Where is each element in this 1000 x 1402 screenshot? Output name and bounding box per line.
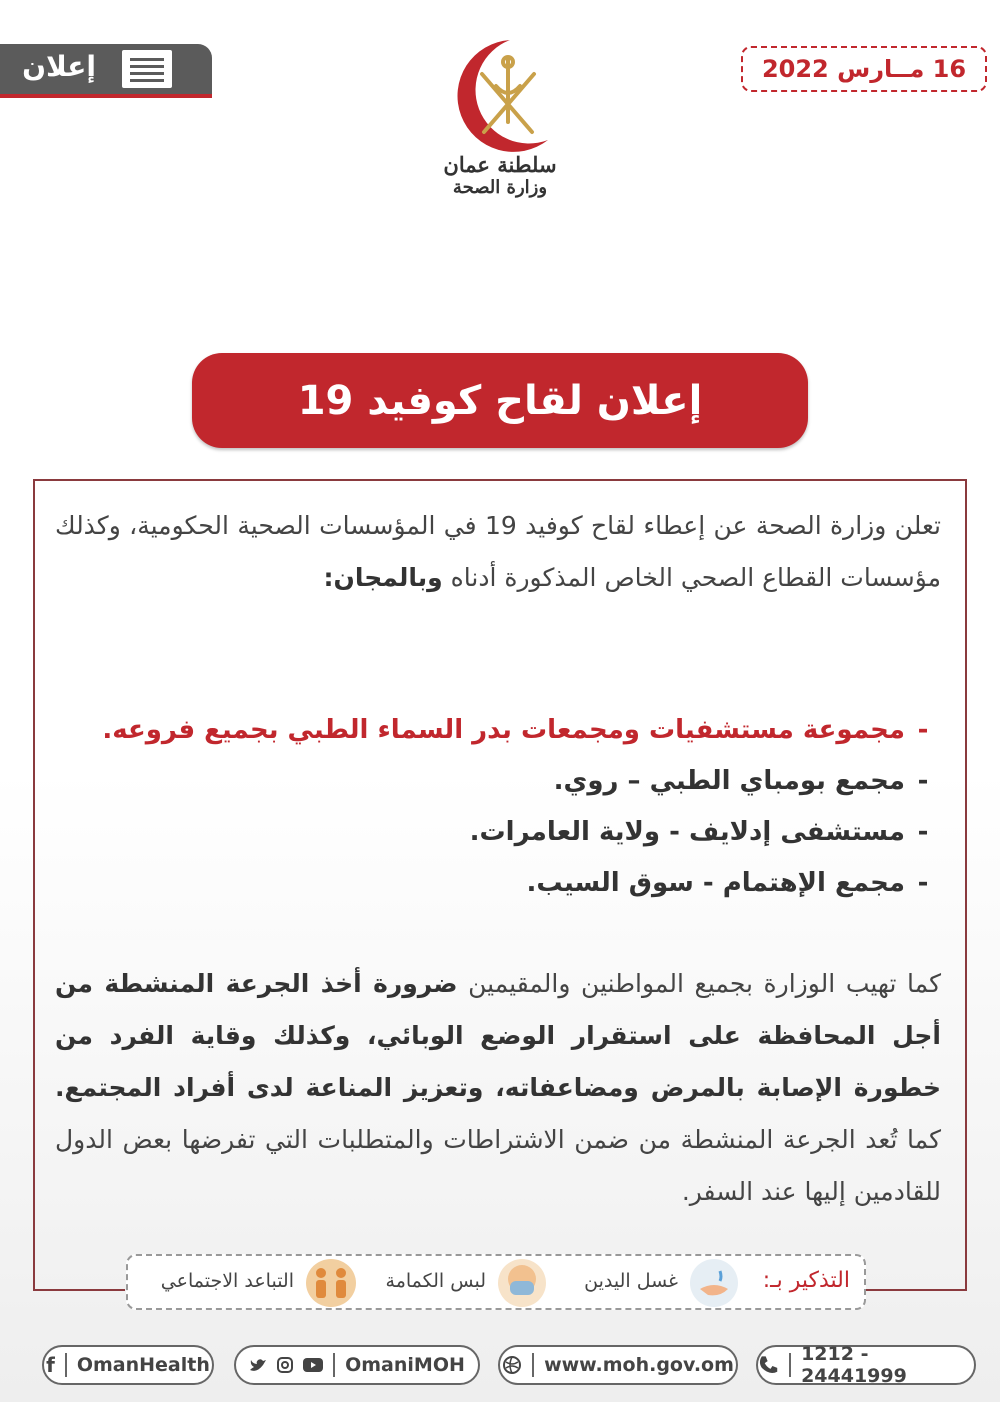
social-distancing-icon — [306, 1259, 356, 1307]
list-item: -مجموعة مستشفيات ومجمعات بدر السماء الطبي بجميع فروعه. — [102, 715, 929, 745]
globe-icon — [502, 1355, 522, 1375]
list-item: -مجمع بومباي الطبي – روي. — [553, 766, 929, 796]
reminder-box — [126, 1254, 866, 1310]
face-mask-icon — [498, 1259, 546, 1307]
reminder-item-mask: لبس الكمامة — [385, 1270, 486, 1292]
intro-bold: وبالمجان: — [323, 563, 443, 592]
frame-bottom-left — [33, 1289, 125, 1291]
date-badge: 16 مــارس 2022 — [741, 46, 987, 92]
twitter-icon[interactable] — [249, 1357, 267, 1373]
note-bold: ضرورة أخذ الجرعة المنشطة من أجل المحافظة على استقرار الوضع الوبائي، وكذلك وقاية الفرد من خطورة الإصابة بالمرض ومضاعفاته، وتعزيز المناعة لدى أفراد المجتمع. — [55, 969, 941, 1102]
hand-washing-icon — [690, 1259, 738, 1307]
phone-number: 1212 - 24441999 — [801, 1343, 907, 1387]
phone-icon — [758, 1354, 779, 1376]
facebook-link[interactable] — [42, 1345, 214, 1385]
facebook-handle: OmanHealth — [76, 1354, 210, 1376]
page-title: إعلان لقاح كوفيد 19 — [192, 353, 808, 448]
instagram-icon[interactable] — [277, 1357, 293, 1373]
reminder-item-distancing: التباعد الاجتماعي — [160, 1270, 294, 1292]
note-part-1: كما تهيب الوزارة بجميع المواطنين والمقيمين — [457, 969, 941, 998]
phone-link[interactable] — [756, 1345, 976, 1385]
logo-line-1: سلطنة عمان — [443, 152, 557, 177]
note-part-2: كما تُعد الجرعة المنشطة من ضمن الاشتراطات والمتطلبات التي تفرضها بعض الدول للقادمين إليها عند السفر. — [55, 1125, 941, 1206]
logo-line-2: وزارة الصحة — [452, 177, 548, 198]
reminder-title: التذكير بـ: — [762, 1268, 850, 1293]
announcement-tab — [0, 44, 212, 98]
facilities-list — [55, 705, 941, 909]
website-link[interactable] — [498, 1345, 738, 1385]
frame-bottom-right — [866, 1289, 967, 1291]
intro-text: تعلن وزارة الصحة عن إعطاء لقاح كوفيد 19 في المؤسسات الصحية الحكومية، وكذلك مؤسسات القطاع الصحي الخاص المذكورة أدناه — [55, 511, 941, 592]
ministry-name — [405, 152, 595, 198]
social-links[interactable] — [234, 1345, 480, 1385]
youtube-icon[interactable] — [303, 1358, 323, 1372]
reminder-item-hands: غسل اليدين — [584, 1270, 678, 1292]
list-item: -مستشفى إدلايف - ولاية العامرات. — [469, 817, 929, 847]
social-handle: OmaniMOH — [345, 1354, 465, 1376]
intro-paragraph — [55, 500, 941, 604]
list-item: -مجمع الإهتمام - سوق السيب. — [526, 868, 929, 898]
tab-label: إعلان — [22, 50, 96, 83]
booster-note-paragraph — [55, 958, 941, 1218]
facebook-icon: f — [46, 1353, 55, 1377]
newspaper-icon — [122, 50, 172, 88]
website-url: www.moh.gov.om — [544, 1354, 734, 1376]
